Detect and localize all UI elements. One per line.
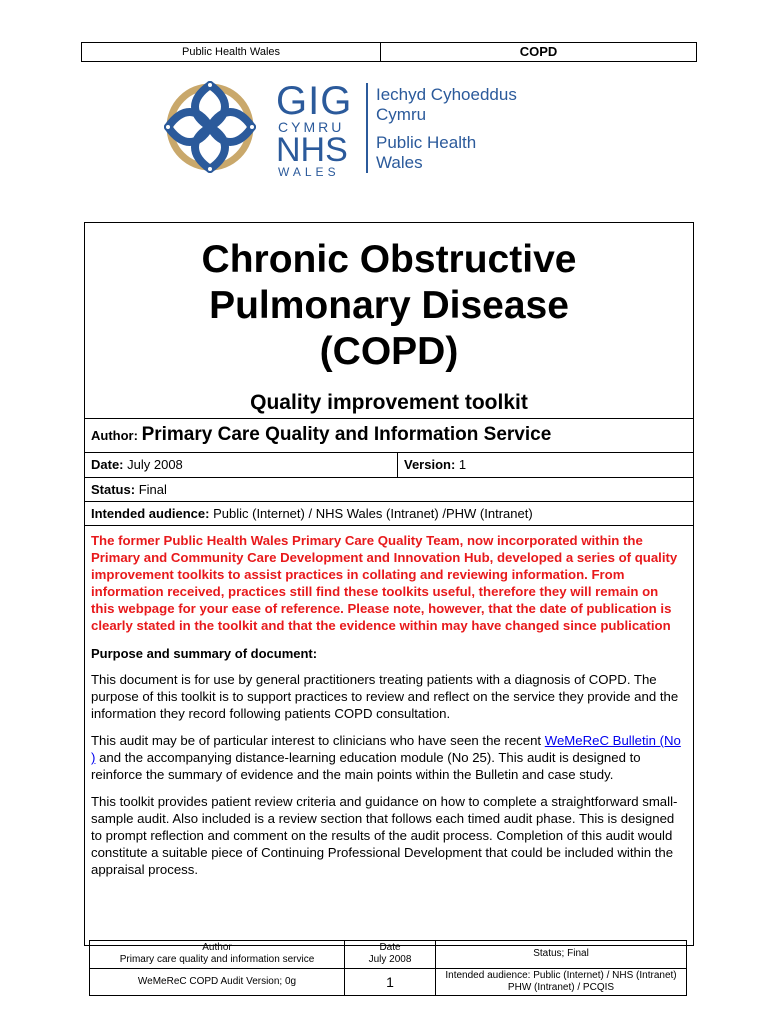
logo-english-name: Public Health Wales (376, 133, 477, 172)
status-label: Status: (91, 482, 136, 497)
version-cell (397, 453, 466, 477)
footer-date: Date July 2008 (345, 941, 436, 969)
status-row (85, 477, 693, 501)
archive-notice: The former Public Health Wales Primary Care Quality Team, now incorporated within the Primary and Community Care Development and Innovation Hub, developed a series of quality improvement toolkits to assist practices in collating and reviewing information. From information received, practices still find these toolkits useful, therefore they will remain on this webpage for your ease of reference. Please note, however, that the date of publication is clearly stated in the toolkit and that the evidence within may have changed since publication (91, 533, 678, 633)
header-topic: COPD (519, 44, 558, 59)
audience-value: Public (Internet) / NHS Wales (Intranet) /PHW (Intranet) (213, 506, 533, 521)
date-row (85, 452, 693, 477)
version-label: Version: (404, 457, 456, 472)
document-title: Chronic Obstructive Pulmonary Disease (COPD) (201, 238, 577, 373)
purpose-heading: Purpose and summary of document: (91, 646, 318, 661)
audience-label: Intended audience: (91, 506, 210, 521)
footer-doc-version: WeMeReC COPD Audit Version; 0g (90, 968, 345, 996)
date-value: July 2008 (127, 457, 183, 472)
footer-author: Author Primary care quality and information service (90, 941, 345, 969)
purpose-paragraph-1: This document is for use by general practitioners treating patients with a diagnosis of COPD. The purpose of this toolkit is to support practices to review and reflect on the service they provide and the information they record following patients COPD consultation. (91, 672, 679, 721)
author-label: Author: (91, 428, 138, 443)
cover-box (84, 222, 694, 946)
wemerec-bulletin-link[interactable]: WeMeReC Bulletin (No ) (91, 733, 681, 765)
footer-audience: Intended audience: Public (Internet) / NHS (Intranet) PHW (Intranet) / PCQIS (436, 968, 687, 996)
logo-wales: WALES (278, 165, 340, 179)
celtic-knot-icon (160, 77, 270, 177)
version-value: 1 (458, 457, 467, 472)
phw-logo (160, 77, 560, 177)
author-row (85, 418, 693, 452)
date-label: Date: (91, 457, 124, 472)
header-org: Public Health Wales (82, 43, 381, 61)
document-subtitle: Quality improvement toolkit (250, 391, 528, 414)
logo-divider (366, 83, 368, 173)
running-footer (89, 940, 687, 996)
author-value: Primary Care Quality and Information Service (141, 424, 552, 445)
footer-status: Status; Final (436, 941, 687, 969)
logo-nhs: NHS (276, 131, 348, 169)
summary-section (85, 525, 693, 945)
footer-page-number: 1 (345, 968, 436, 996)
purpose-paragraph-2: This audit may be of particular interest to clinicians who have seen the recent WeMeReC Bulletin (No ) and the accompanying distance-learning education module (No 25). This audit is designed to reinforce the summary of evidence and the main points within the Bulletin and case study. (91, 733, 681, 782)
purpose-paragraph-3: This toolkit provides patient review criteria and guidance on how to complete a straightforward small-sample audit. Also included is a review section that follows each timed audit phase. This is designed to prompt reflection and comment on the results of the audit process. Completion of this audit would constitute a suitable piece of Continuing Professional Development that could be included within the appraisal process. (91, 794, 678, 877)
logo-cymru: CYMRU (278, 119, 345, 135)
logo-welsh-name: Iechyd Cyhoeddus Cymru (376, 85, 517, 124)
logo-gig: GIG (276, 79, 353, 123)
running-header (81, 42, 697, 62)
audience-row (85, 501, 693, 525)
status-value: Final (138, 482, 167, 497)
